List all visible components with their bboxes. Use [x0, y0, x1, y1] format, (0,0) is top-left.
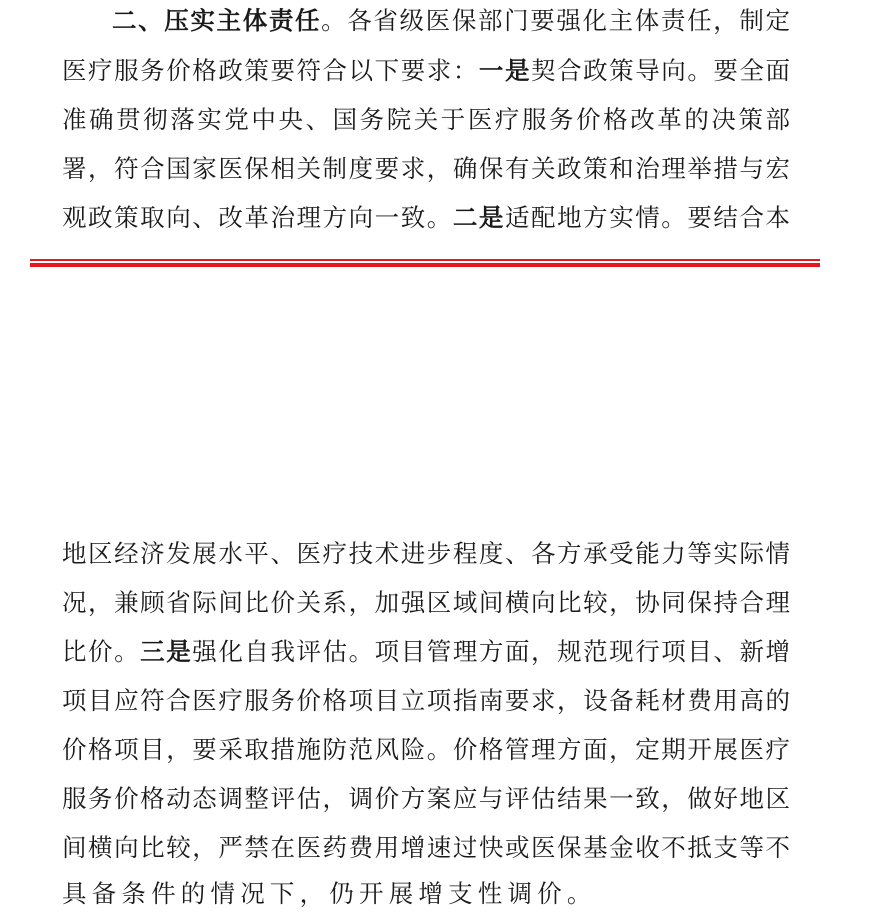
line-text: 价格项目，要采取措施防范风险。价格管理方面，定期开展医疗 [62, 735, 790, 764]
paragraph-line [62, 534, 790, 574]
paragraph-line [62, 583, 790, 623]
paragraph-line [62, 198, 790, 238]
line-text: 地区经济发展水平、医疗技术进步程度、各方承受能力等实际情 [62, 539, 790, 568]
paragraph-line [62, 100, 790, 140]
paragraph-line [62, 730, 790, 770]
paragraph-line [62, 828, 790, 868]
paragraph-line [62, 681, 790, 721]
line-text: 契合政策导向。要全面 [531, 56, 791, 85]
line-text: 强化自我评估。项目管理方面，规范现行项目、新增 [192, 637, 791, 666]
paragraph-line-last [62, 874, 790, 914]
section-heading: 二、压实主体责任 [112, 6, 322, 35]
point-label: 一是 [478, 56, 532, 85]
line-text: 准确贯彻落实党中央、国务院关于医疗服务价格改革的决策部 [62, 105, 790, 134]
line-text: 。各省级医保部门要强化主体责任，制定 [321, 6, 791, 35]
paragraph-line [62, 779, 790, 819]
line-text: 观政策取向、改革治理方向一致。 [62, 203, 453, 232]
page-divider-thin [30, 259, 820, 261]
line-text: 服务价格动态调整评估，调价方案应与评估结果一致，做好地区 [62, 784, 790, 813]
line-text: 比价。 [62, 637, 141, 666]
point-label: 三是 [140, 637, 193, 666]
line-text: 间横向比较，严禁在医药费用增速过快或医保基金收不抵支等不 [62, 833, 790, 862]
paragraph-line [62, 51, 790, 91]
line-text: 医疗服务价格政策要符合以下要求： [62, 56, 479, 85]
line-text: 署，符合国家医保相关制度要求，确保有关政策和治理举措与宏 [62, 154, 790, 183]
line-text: 具备条件的情况下，仍开展增支性调价。 [62, 879, 597, 908]
paragraph-line [112, 1, 790, 41]
line-text: 况，兼顾省际间比价关系，加强区域间横向比较，协同保持合理 [62, 588, 790, 617]
paragraph-line [62, 149, 790, 189]
line-text: 适配地方实情。要结合本 [504, 203, 791, 232]
page-divider-thick [30, 263, 820, 267]
point-label: 二是 [452, 203, 505, 232]
line-text: 项目应符合医疗服务价格项目立项指南要求，设备耗材费用高的 [62, 686, 790, 715]
paragraph-line [62, 632, 790, 672]
